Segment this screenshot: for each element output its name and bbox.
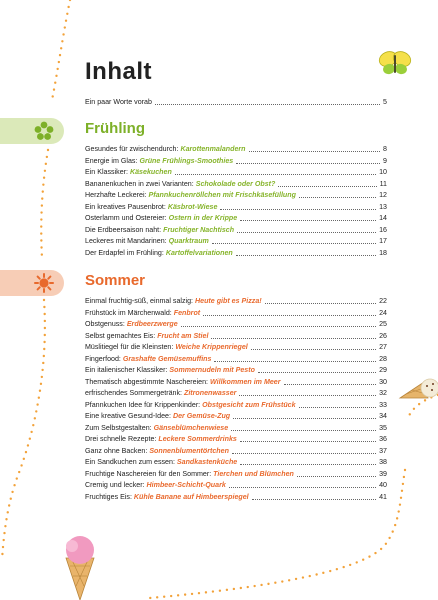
dot-leader	[236, 163, 380, 164]
toc-label: Gesundes für zwischendurch:	[85, 145, 179, 153]
toc-page-number: 41	[379, 492, 387, 501]
toc-page-number: 8	[383, 145, 387, 153]
toc-intro-row[interactable]	[85, 96, 387, 107]
toc-label: Einmal fruchtig-süß, einmal salzig:	[85, 297, 194, 305]
toc-label: Fruchtige Naschereien für den Sommer:	[85, 469, 212, 478]
toc-page-number: 10	[379, 168, 387, 176]
toc-recipe-name: Ostern in der Krippe	[168, 214, 238, 222]
dot-leader	[240, 464, 376, 465]
toc-page-number: 17	[379, 237, 387, 245]
toc-recipe-name: Der Gemüse-Zug	[172, 412, 231, 420]
toc-page-number: 28	[379, 354, 387, 363]
page-title: Inhalt	[85, 58, 152, 85]
toc-row[interactable]	[85, 143, 387, 154]
dot-leader	[181, 326, 376, 327]
toc-recipe-name: Kühle Banane auf Himbeerspiegel	[133, 492, 249, 501]
toc-row[interactable]	[85, 201, 387, 212]
toc-page-number: 39	[379, 469, 387, 478]
dot-leader	[233, 418, 376, 419]
toc-recipe-name: Pfannkuchenröllchen mit Frischkäsefüllung	[148, 191, 296, 199]
toc-label: Zum Selbstgestalten:	[85, 423, 152, 432]
toc-recipe-name: Grüne Frühlings-Smoothies	[139, 156, 234, 165]
toc-label: Eine kreative Gesund-Idee:	[85, 412, 171, 420]
dot-leader	[214, 361, 376, 362]
toc-recipe-name: Obstgesicht zum Frühstück	[202, 400, 296, 409]
toc-recipe-name: Tierchen und Blümchen	[213, 469, 294, 478]
toc-recipe-name: Karottenmalandern	[180, 145, 246, 153]
toc-recipe-name: Fruchtiger Nachtisch	[163, 225, 235, 234]
dot-leader	[258, 372, 376, 373]
toc-page-number: 11	[379, 179, 387, 188]
dot-leader	[239, 395, 376, 396]
toc-row[interactable]	[85, 212, 387, 223]
toc-row[interactable]	[85, 376, 387, 387]
dot-leader	[284, 384, 377, 385]
toc-recipe-name: Quarktraum	[168, 237, 209, 245]
toc-recipe-name: Grashafte Gemüsemuffins	[122, 354, 212, 363]
dot-leader	[155, 104, 380, 105]
toc-row[interactable]	[85, 330, 387, 341]
toc-row[interactable]	[85, 491, 387, 502]
toc-recipe-name: Kartoffelvariationen	[165, 248, 233, 257]
toc-recipe-name: Zitronenwasser	[184, 389, 237, 397]
dot-leader	[232, 453, 376, 454]
dot-leader	[220, 209, 376, 210]
toc-page-number: 32	[379, 389, 387, 397]
toc-row[interactable]	[85, 410, 387, 421]
toc-row[interactable]	[85, 456, 387, 467]
toc-row[interactable]	[85, 422, 387, 433]
toc-page-number: 30	[379, 377, 387, 386]
toc-recipe-name: Käsbrot-Wiese	[167, 202, 218, 211]
toc-row[interactable]	[85, 224, 387, 235]
toc-recipe-name: Sommernudeln mit Pesto	[169, 366, 255, 374]
toc-row[interactable]	[85, 364, 387, 375]
toc-label: Herzhafte Leckerei:	[85, 191, 147, 199]
dot-leader	[236, 255, 376, 256]
toc-row[interactable]	[85, 235, 387, 246]
toc-recipe-name: Käsekuchen	[129, 168, 172, 176]
section-title-spring: Frühling	[85, 120, 145, 137]
dot-leader	[237, 232, 376, 233]
toc-page-number: 37	[379, 446, 387, 455]
toc-label: Leckeres mit Mandarinen:	[85, 237, 167, 245]
toc-recipe-name: Erdbeerzwerge	[126, 320, 178, 328]
toc-label: Selbst gemachtes Eis:	[85, 331, 156, 340]
toc-page-number: 16	[379, 225, 387, 234]
toc-recipe-name: Himbeer-Schicht-Quark	[146, 481, 226, 489]
dot-leader	[175, 174, 376, 175]
toc-label: Ein Sandkuchen zum essen:	[85, 458, 175, 466]
flower-icon	[34, 121, 54, 141]
dot-leader	[231, 430, 376, 431]
toc-recipe-name: Sandkastenküche	[176, 458, 238, 466]
dot-leader	[203, 315, 376, 316]
dot-leader	[211, 338, 376, 339]
dot-leader	[252, 499, 376, 500]
toc-label: erfrischendes Sommergetränk:	[85, 389, 182, 397]
toc-row[interactable]	[85, 479, 387, 490]
toc-recipe-name: Willkommen im Meer	[210, 377, 281, 386]
toc-recipe-name: Sonnenblumentörtchen	[149, 446, 229, 455]
toc-page-number: 24	[379, 308, 387, 317]
toc-recipe-name: Frucht am Stiel	[157, 331, 209, 340]
toc-label: Frühstück im Märchenwald:	[85, 308, 172, 317]
toc-row[interactable]	[85, 341, 387, 352]
toc-row[interactable]	[85, 189, 387, 200]
toc-page-number: 22	[379, 297, 387, 305]
toc-page-number: 27	[379, 343, 387, 351]
dot-leader	[249, 151, 381, 152]
summer-section-badge	[0, 270, 64, 296]
toc-row[interactable]	[85, 166, 387, 177]
toc-row[interactable]	[85, 399, 387, 410]
dot-leader	[299, 197, 376, 198]
toc-row[interactable]	[85, 178, 387, 189]
toc-label: Obstgenuss:	[85, 320, 125, 328]
dot-leader	[240, 441, 376, 442]
dot-leader	[240, 220, 376, 221]
toc-label: Ein italienischer Klassiker:	[85, 366, 168, 374]
dot-leader	[265, 303, 376, 304]
dot-leader	[212, 243, 376, 244]
toc-row[interactable]	[85, 155, 387, 166]
toc-row[interactable]	[85, 353, 387, 364]
toc-label: Müslitiegel für die Kleinsten:	[85, 343, 174, 351]
toc-page-number: 25	[379, 320, 387, 328]
toc-recipe-name: Leckere Sommerdrinks	[158, 435, 237, 443]
dot-leader	[229, 487, 376, 488]
dot-leader	[278, 186, 376, 187]
toc-page-number: 35	[379, 423, 387, 432]
toc-label: Cremig und lecker:	[85, 481, 145, 489]
toc-recipe-name: Heute gibt es Pizza!	[195, 297, 262, 305]
sun-icon	[34, 273, 54, 293]
toc-recipe-name: Gänseblümchenwiese	[153, 423, 229, 432]
dot-leader	[297, 476, 376, 477]
toc-intro-label: Ein paar Worte vorab	[85, 98, 152, 106]
dot-leader	[251, 349, 376, 350]
toc-row[interactable]	[85, 433, 387, 444]
toc-label: Drei schnelle Rezepte:	[85, 435, 157, 443]
butterfly-icon	[378, 48, 412, 78]
toc-page-number: 26	[379, 331, 387, 340]
toc-row[interactable]	[85, 387, 387, 398]
toc-row[interactable]	[85, 295, 387, 306]
toc-intro-page: 5	[383, 98, 387, 106]
spring-section-badge	[0, 118, 64, 144]
toc-label: Energie im Glas:	[85, 156, 138, 165]
toc-label: Ganz ohne Backen:	[85, 446, 148, 455]
toc-page-number: 14	[379, 214, 387, 222]
toc-recipe-name: Schokolade oder Obst?	[195, 179, 276, 188]
dot-leader	[299, 407, 377, 408]
toc-label: Fruchtiges Eis:	[85, 492, 132, 501]
toc-recipe-name: Weiche Krippenriegel	[175, 343, 248, 351]
toc-row[interactable]	[85, 318, 387, 329]
section-title-summer: Sommer	[85, 272, 146, 289]
toc-label: Bananenkuchen in zwei Varianten:	[85, 179, 194, 188]
toc-row[interactable]	[85, 445, 387, 456]
toc-page-number: 29	[379, 366, 387, 374]
toc-page-number: 33	[379, 400, 387, 409]
toc-label: Pfannkuchen Idee für Krippenkinder:	[85, 400, 201, 409]
toc-label: Fingerfood:	[85, 354, 121, 363]
toc-page-number: 9	[383, 156, 387, 165]
toc-label: Die Erdbeersaison naht:	[85, 225, 162, 234]
toc-row[interactable]	[85, 307, 387, 318]
toc-page-number: 40	[379, 481, 387, 489]
toc-label: Der Erdapfel im Frühling:	[85, 248, 164, 257]
toc-page-number: 34	[379, 412, 387, 420]
toc-label: Ein Klassiker:	[85, 168, 128, 176]
ice-cream-cone-icon	[58, 534, 102, 600]
toc-label: Thematisch abgestimmte Naschereien:	[85, 377, 209, 386]
toc-page-number: 36	[379, 435, 387, 443]
toc-label: Osterlamm und Ostereier:	[85, 214, 167, 222]
ice-cream-cone-icon	[398, 368, 438, 412]
toc-page-number: 12	[379, 191, 387, 199]
toc-label: Ein kreatives Pausenbrot:	[85, 202, 166, 211]
toc-recipe-name: Fenbrot	[173, 308, 201, 317]
toc-page-number: 13	[379, 202, 387, 211]
toc-row[interactable]	[85, 247, 387, 258]
toc-page-number: 38	[379, 458, 387, 466]
toc-row[interactable]	[85, 468, 387, 479]
toc-page-number: 18	[379, 248, 387, 257]
